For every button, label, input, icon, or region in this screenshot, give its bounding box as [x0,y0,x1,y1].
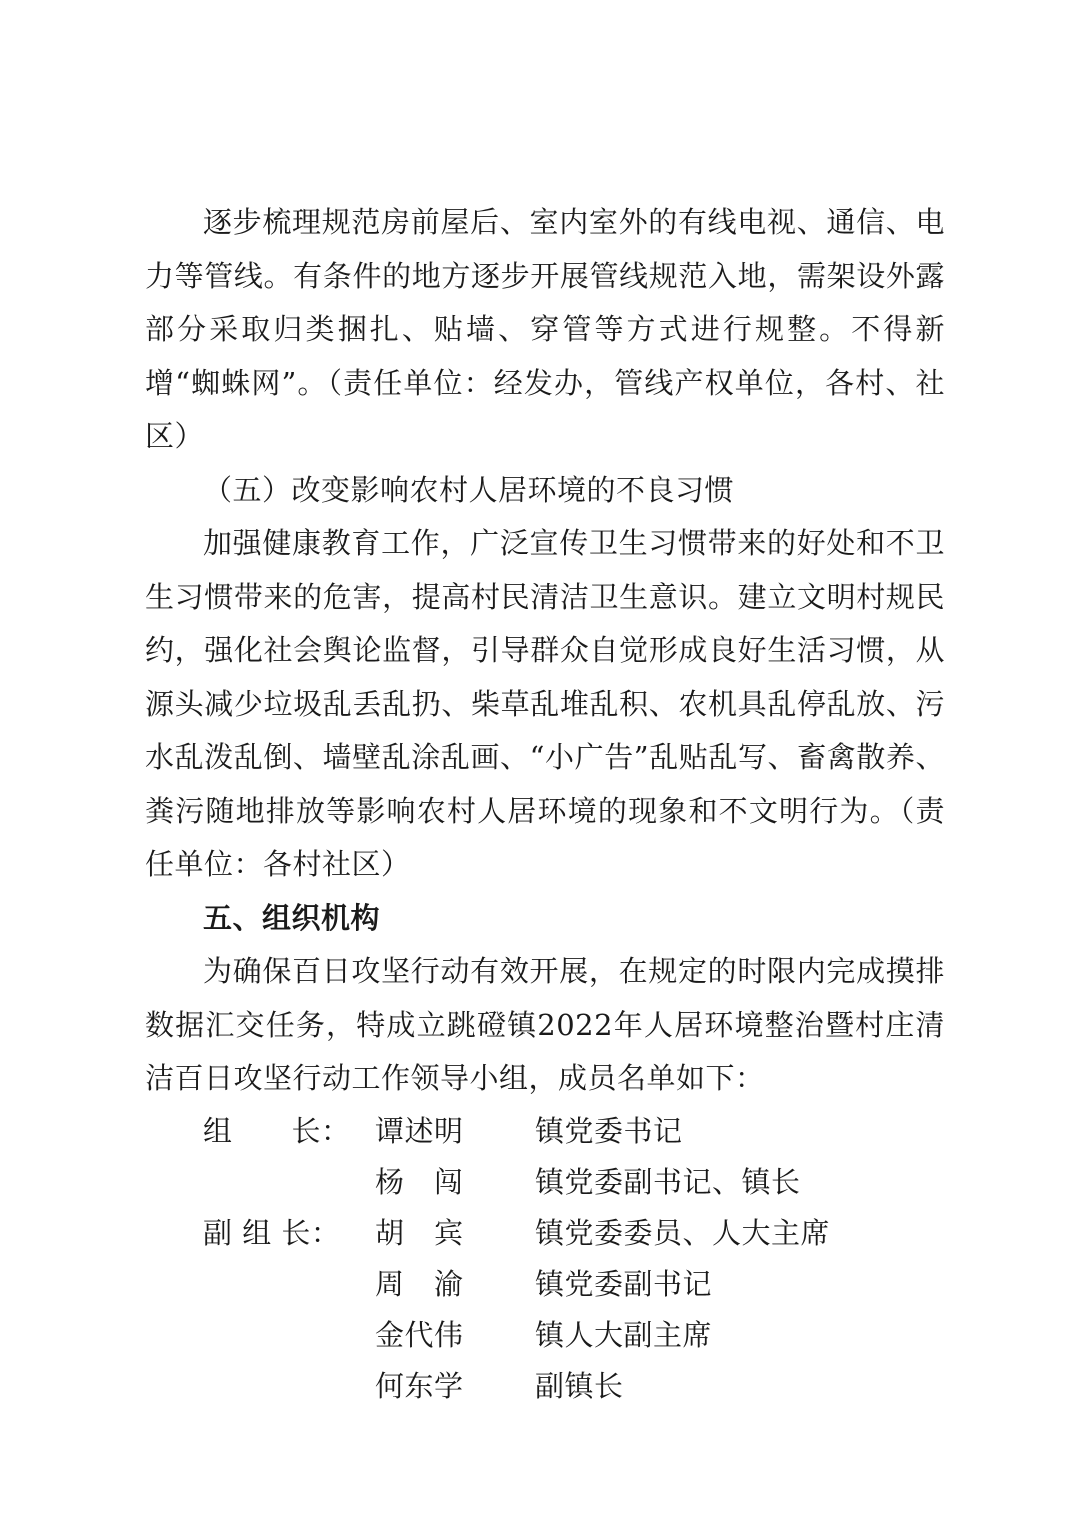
member-row [145,1106,945,1157]
paragraph-organization: 为确保百日攻坚行动有效开展，在规定的时限内完成摸排数据汇交任务，特成立跳磴镇2022年人居环境整治暨村庄清洁百日攻坚行动工作领导小组，成员名单如下： [145,954,945,1095]
member-title: 镇党委书记 [535,1113,683,1148]
member-name: 何东学 [375,1368,464,1403]
member-row [145,1208,945,1259]
subheading-habits: （五）改变影响农村人居环境的不良习惯 [203,472,735,507]
member-name: 胡 宾 [375,1215,464,1250]
member-title: 镇党委委员、人大主席 [535,1215,831,1250]
member-title: 副镇长 [535,1368,624,1403]
paragraph-pipeline: 逐步梳理规范房前屋后、室内室外的有线电视、通信、电力等管线。有条件的地方逐步开展管线规范入地，需架设外露部分采取归类捆扎、贴墙、穿管等方式进行规整。不得新增“蜘蛛网”。（责任单位：经发办，管线产权单位，各村、社区） [145,205,945,453]
member-name: 周 渝 [375,1266,464,1301]
member-row [145,1310,945,1361]
paragraph-habits: 加强健康教育工作，广泛宣传卫生习惯带来的好处和不卫生习惯带来的危害，提高村民清洁卫生意识。建立文明村规民约，强化社会舆论监督，引导群众自觉形成良好生活习惯，从源头减少垃圾乱丢乱扔、柴草乱堆乱积、农机具乱停乱放、污水乱泼乱倒、墙壁乱涂乱画、“小广告”乱贴乱写、畜禽散养、粪污随地排放等影响农村人居环境的现象和不文明行为。（责任单位：各村社区） [145,526,945,881]
document-page [145,196,945,1412]
member-list [145,1106,945,1412]
member-role: 副 组 长： [203,1215,341,1250]
member-title: 镇党委副书记、镇长 [535,1164,801,1199]
member-row [145,1157,945,1208]
member-role: 组 长： [203,1113,351,1148]
member-name: 金代伟 [375,1317,464,1352]
member-title: 镇人大副主席 [535,1317,713,1352]
section-title-organization: 五、组织机构 [203,900,381,935]
member-title: 镇党委副书记 [535,1266,713,1301]
member-name: 杨 闯 [375,1164,464,1199]
member-name: 谭述明 [375,1113,464,1148]
member-row [145,1361,945,1412]
member-row [145,1259,945,1310]
